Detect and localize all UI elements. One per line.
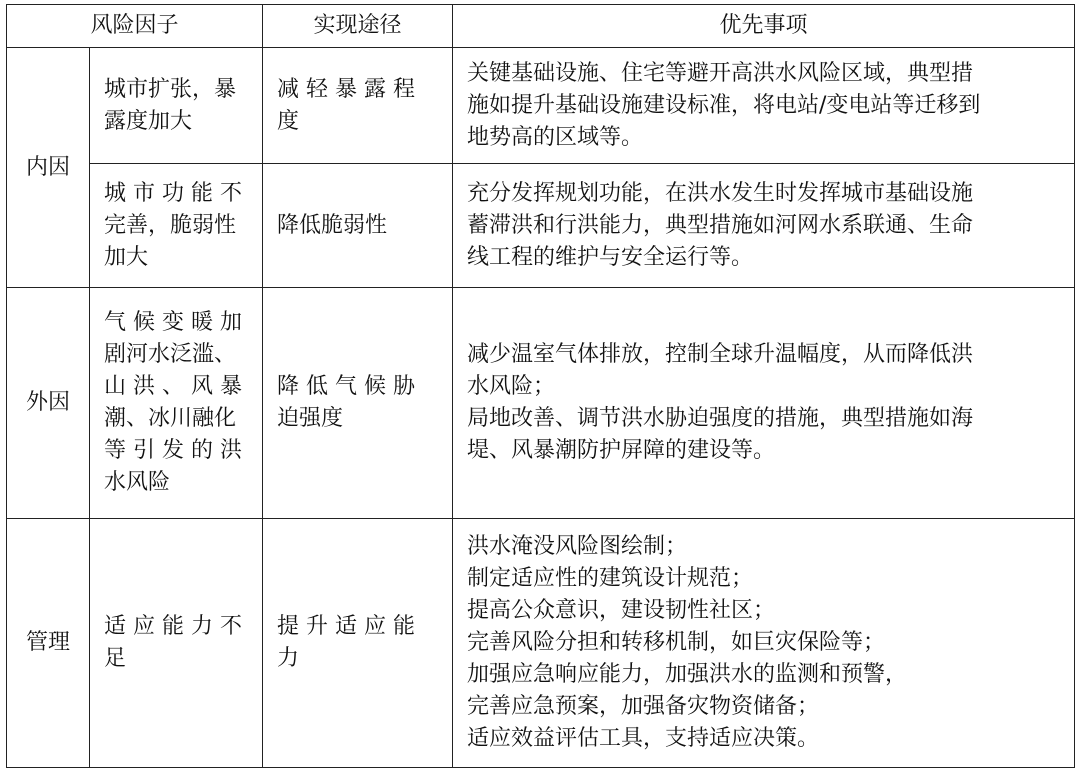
priorities-cell — [453, 48, 1075, 164]
priority-line: 水风险； — [467, 374, 556, 399]
pathway-line: 降 低 气 候 胁 — [277, 374, 415, 399]
category-cell: 内因 — [7, 48, 90, 288]
factor-line: 适 应 能 力 不 — [104, 614, 242, 639]
pathway-line: 提 升 适 应 能 — [277, 614, 415, 639]
factor-line: 等 引 发 的 洪 — [104, 438, 242, 463]
factor-cell — [90, 519, 263, 768]
table-row — [7, 519, 1075, 768]
factor-line: 完善，脆弱性 — [104, 212, 237, 238]
priority-line: 地势高的区域等。 — [467, 124, 644, 150]
priorities-cell — [453, 519, 1075, 768]
factor-line: 水风险 — [104, 470, 171, 495]
priority-line: 局地改善、调节洪水胁迫强度的措施，典型措施如海 — [467, 406, 974, 431]
factor-line: 气 候 变 暖 加 — [104, 310, 242, 335]
factor-line: 露度加大 — [104, 108, 193, 134]
category-cell: 外因 — [7, 288, 90, 519]
pathway-line: 降低脆弱性 — [277, 212, 388, 238]
header-priorities: 优先事项 — [453, 5, 1075, 48]
factor-cell — [90, 288, 263, 519]
pathway-cell — [263, 288, 453, 519]
factor-line: 城市扩张，暴 — [104, 76, 237, 102]
priority-line: 充分发挥规划功能，在洪水发生时发挥城市基础设施 — [467, 180, 974, 206]
priorities-cell — [453, 288, 1075, 519]
priority-line: 堤、风暴潮防护屏障的建设等。 — [467, 438, 776, 463]
priority-line: 减少温室气体排放，控制全球升温幅度，从而降低洪 — [467, 342, 974, 367]
factor-line: 潮、冰川融化 — [104, 406, 237, 431]
priority-line: 完善应急预案，加强备灾物资储备； — [467, 694, 820, 719]
table-row — [7, 48, 1075, 164]
factor-line: 足 — [104, 646, 127, 671]
table-row — [7, 288, 1075, 519]
priority-line: 制定适应性的建筑设计规范； — [467, 566, 754, 591]
priority-line: 施如提升基础设施建设标准，将电站/变电站等迁移到 — [467, 92, 981, 118]
priority-line: 加强应急响应能力，加强洪水的监测和预警， — [467, 662, 908, 687]
priority-line: 关键基础设施、住宅等避开高洪水风险区域，典型措 — [467, 60, 974, 86]
pathway-line: 度 — [277, 108, 300, 134]
factor-line: 城 市 功 能 不 — [104, 180, 242, 206]
table-row — [7, 164, 1075, 288]
factor-cell — [90, 48, 263, 164]
header-pathway: 实现途径 — [263, 5, 453, 48]
priority-line: 蓄滞洪和行洪能力，典型措施如河网水系联通、生命 — [467, 212, 974, 238]
risk-table — [6, 4, 1075, 768]
header-row — [7, 5, 1075, 48]
priority-line: 线工程的维护与安全运行等。 — [467, 244, 754, 270]
header-risk-factor: 风险因子 — [7, 5, 263, 48]
priority-line: 提高公众意识，建设韧性社区； — [467, 598, 776, 623]
pathway-line: 减 轻 暴 露 程 — [277, 76, 415, 102]
pathway-cell — [263, 519, 453, 768]
factor-line: 加大 — [104, 244, 149, 270]
pathway-cell — [263, 164, 453, 288]
priority-line: 完善风险分担和转移机制，如巨灾保险等； — [467, 630, 886, 655]
pathway-cell — [263, 48, 453, 164]
priority-line: 洪水淹没风险图绘制； — [467, 534, 688, 559]
pathway-line: 迫强度 — [277, 406, 344, 431]
factor-line: 山 洪 、 风 暴 — [104, 374, 242, 399]
pathway-line: 力 — [277, 646, 300, 671]
category-cell: 管理 — [7, 519, 90, 768]
factor-line: 剧河水泛滥、 — [104, 342, 237, 367]
priorities-cell — [453, 164, 1075, 288]
priority-line: 适应效益评估工具，支持适应决策。 — [467, 726, 820, 751]
factor-cell — [90, 164, 263, 288]
